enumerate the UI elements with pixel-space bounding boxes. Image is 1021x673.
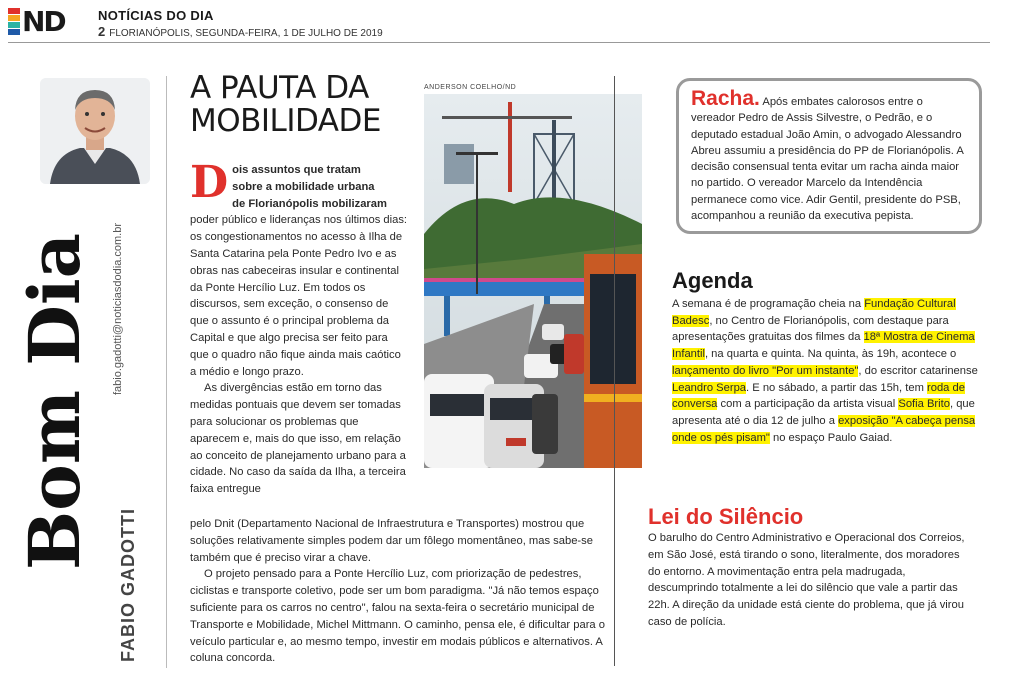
logo-text: ND — [22, 5, 65, 38]
agenda-highlight: Sofia Brito — [898, 398, 950, 411]
left-column-divider — [166, 76, 167, 668]
column-divider — [614, 76, 615, 666]
agenda-text-segment: no espaço Paulo Gaiad. — [769, 431, 893, 444]
agenda-title: Agenda — [672, 268, 753, 293]
columnist-photo — [40, 78, 150, 184]
lei-title: Lei do Silêncio — [648, 504, 804, 529]
column-title: Bom Dia — [13, 233, 96, 570]
drop-cap: D — [190, 157, 229, 208]
agenda-highlight: roda de conversa — [672, 381, 965, 411]
logo-color-bars — [8, 8, 20, 36]
dateline — [98, 24, 383, 39]
headline-line-2: MOBILIDADE — [190, 103, 381, 139]
lead-line: sobre a mobilidade urbana — [232, 180, 375, 193]
lei-text: O barulho do Centro Administrativo e Operacional dos Correios, em São José, está tirando o sono, literalmente, dos moradores do entorno. A movimentação entra pela madrugada, descumprindo totalmente a lei do silêncio que vale a partir das 22h. A direção da unidade está ciente do problema, que já virou caso de polícia. — [648, 532, 965, 628]
agenda-text-segment: , que apresenta até o dia 12 de julho a — [672, 398, 975, 427]
article-headline — [190, 72, 405, 138]
headline-line-1: A PAUTA DA — [190, 70, 369, 106]
columnist-name: FABIO GADOTTI — [118, 508, 138, 662]
agenda-text-segment: A semana é de programação cheia na — [672, 298, 865, 310]
article-column-wide — [190, 516, 608, 667]
racha-text: Após embates calorosos entre o vereador Pedro de Assis Silvestre, o Pedrão, e o deputado estadual João Amin, o advogado Alessandro Abreu assumiu a presidência do PP de Florianópolis. A decisão consensual tenta evitar um racha ainda maior no partido. O vereador Marcelo da Intendência permanece como vice. Adir Gentil, presidente do PSB, acompanhou a reunião da executiva pepista. — [691, 96, 964, 223]
page-number: 2 — [98, 24, 106, 39]
columnist-email: fabio.gadotti@noticiasdodia.com.br — [112, 223, 124, 395]
agenda-highlight: 18ª Mostra de Cinema Infantil — [672, 331, 975, 361]
lead-line: de Florianópolis mobilizaram — [232, 197, 387, 210]
article-column-narrow — [190, 157, 408, 498]
newspaper-logo — [8, 5, 88, 40]
agenda-text-segment: , do escritor catarinense — [858, 364, 978, 377]
racha-title-dot: . — [754, 87, 760, 110]
agenda-text-segment: , na quarta e quinta. Na quinta, às 19h, acontece o — [704, 348, 957, 361]
dateline-text: FLORIANÓPOLIS, SEGUNDA-FEIRA, 1 DE JULHO DE 2019 — [109, 28, 383, 39]
agenda-text-segment: . E no sábado, a partir das 15h, tem — [746, 381, 928, 394]
lead-line: ois assuntos que tratam — [232, 164, 361, 176]
agenda-highlight: exposição "A cabeça pensa onde os pés pisam" — [672, 414, 976, 444]
agenda-text — [672, 296, 988, 446]
article-paragraph-1: poder público e lideranças nos últimos dias: os congestionamentos no acesso à Ilha de Santa Catarina pela Ponte Pedro Ivo e as obras nas cabeceiras insular e continental da Ponte Hercílio Luz. Em todos os discursos, sem exceção, o consenso de que o assunto é o principal problema da Capital e que algo precisa ser feito para que o quadro não fique ainda mais caótico a médio e longo prazo. — [190, 214, 408, 378]
article-paragraph-3: O projeto pensado para a Ponte Hercílio Luz, com priorização de pedestres, ciclistas e transporte coletivo, pode ser um bom paradigma. "Já não temos espaço suficiente para os carros no centro", falou na sexta-feira o secretário municipal de Transporte e Mobilidade, Michel Mittmann. O caminho, pensa ele, é dificultar para o veículo particular e, ao mesmo tempo, investir em modais públicos e alternativos. A coluna concorda. — [190, 568, 605, 665]
agenda-text-segment: com a participação da artista visual — [717, 398, 899, 411]
racha-note-box — [676, 78, 982, 234]
agenda-highlight: lançamento do livro "Por um instante" — [672, 364, 859, 377]
agenda-highlight: Leandro Serpa — [672, 381, 747, 394]
article-paragraph-2-cont: pelo Dnit (Departamento Nacional de Infraestrutura e Transportes) mostrou que soluções relativamente simples podem dar um fôlego momentâneo, mas sabe-se também que é preciso virar a chave. — [190, 518, 593, 564]
header-divider — [8, 42, 990, 43]
photo-credit: ANDERSON COELHO/ND — [424, 84, 517, 91]
agenda-text-segment: , no Centro de Florianópolis, com destaque para apresentações gratuitas dos filmes da — [672, 314, 949, 344]
agenda-highlight: Fundação Cultural Badesc — [672, 298, 956, 327]
newspaper-name: NOTÍCIAS DO DIA — [98, 8, 214, 23]
traffic-photo — [424, 94, 642, 468]
racha-title: Racha — [691, 87, 755, 110]
article-paragraph-2: As divergências estão em torno das medidas pontuais que devem ser tomadas para solucionar os problemas que aparecem e, mais do que isso, em relação ao conceito de planejamento urbano para a cidade. No caso da saída da Ilha, a terceira faixa entregue — [190, 382, 406, 496]
